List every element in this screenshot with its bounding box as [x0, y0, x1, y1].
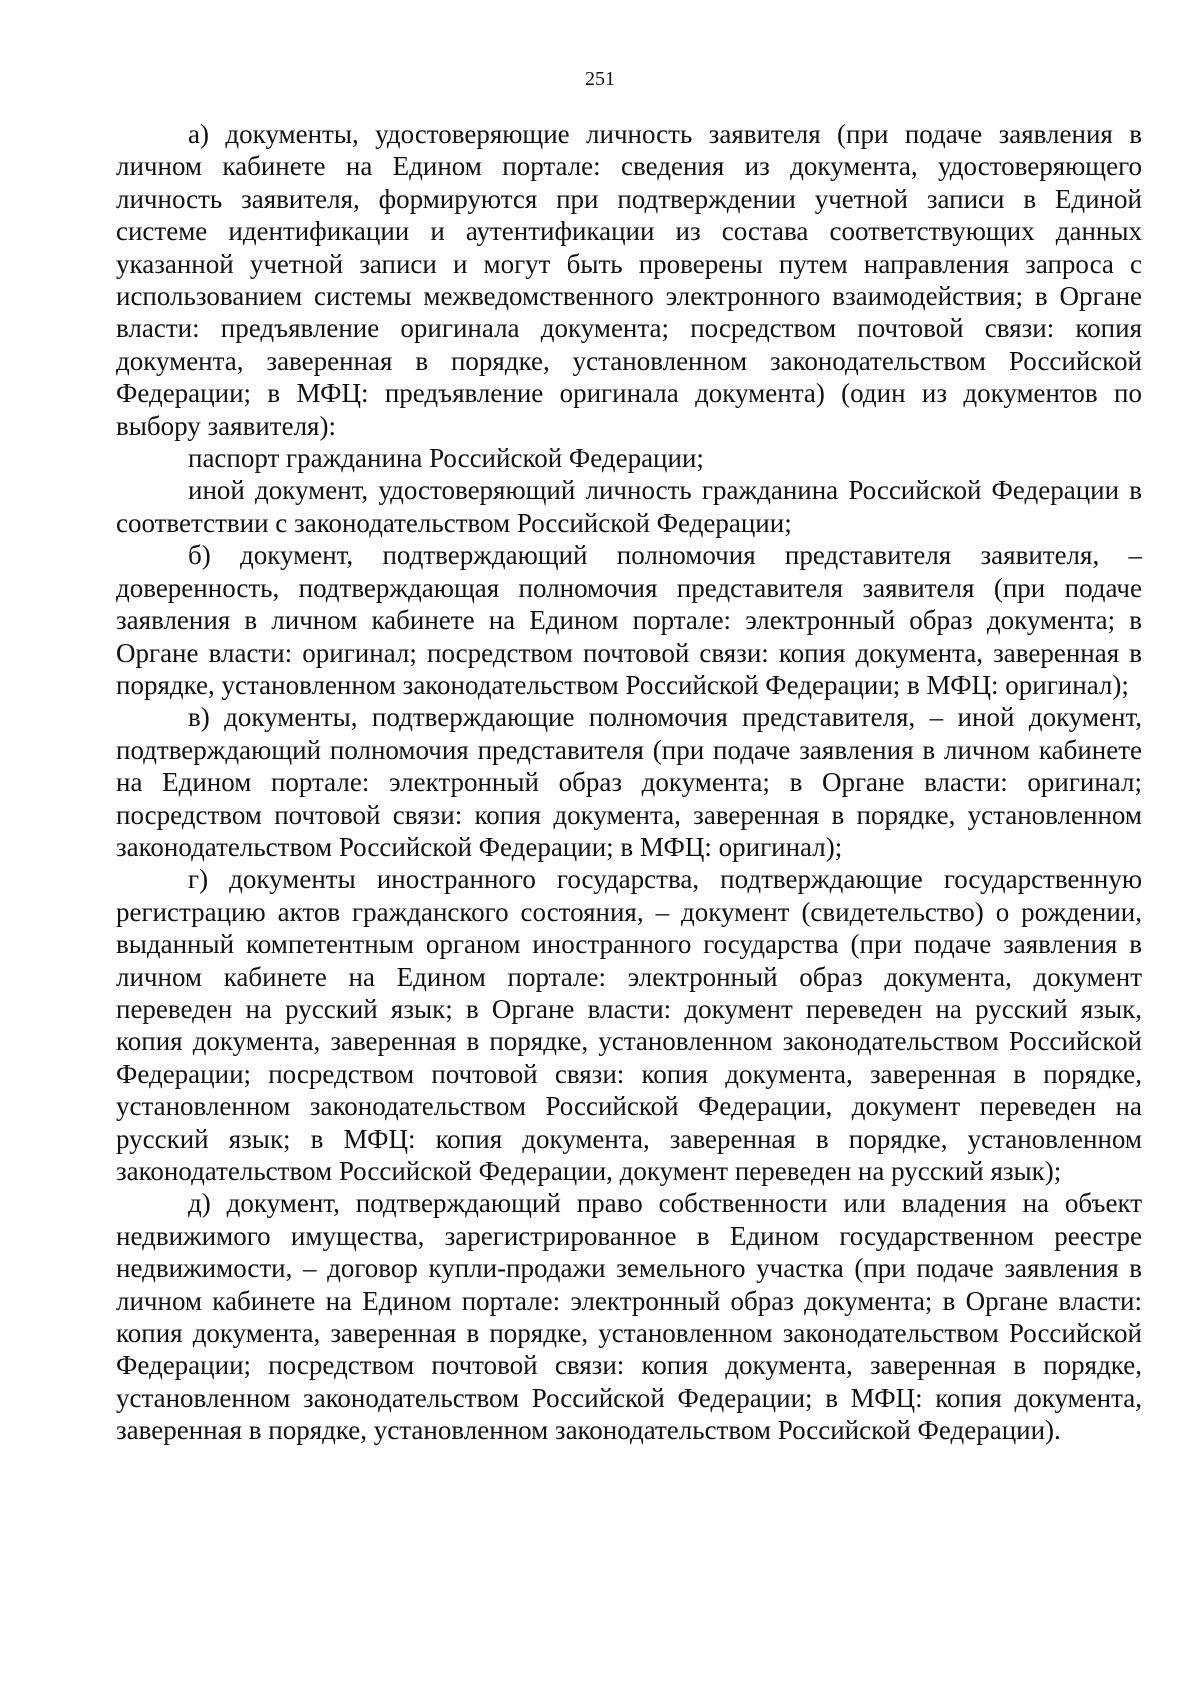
document-body: [116, 118, 1142, 1447]
paragraph-d-foreign-documents: г) документы иностранного государства, подтверждающие государственную регистрацию актов гражданского состояния, – документ (свидетельство) о рождении, выданный компетентным органом иностранного государства (при подаче заявления в личном кабинете на Едином портале: электронный образ документа, документ переведен на русский язык; в Органе власти: документ переведен на русский язык, копия документа, заверенная в порядке, установленном законодательством Российской Федерации; посредством почтовой связи: копия документа, заверенная в порядке, установленном законодательством Российской Федерации, документ переведен на русский язык; в МФЦ: копия документа, заверенная в порядке, установленном законодательством Российской Федерации, документ переведен на русский язык);: [116, 864, 1142, 1186]
paragraph-passport: паспорт гражданина Российской Федерации;: [188, 443, 704, 474]
page-number: 251: [585, 68, 615, 90]
paragraph-e-property-rights: д) документ, подтверждающий право собственности или владения на объект недвижимого имущества, зарегистрированное в Едином государственном реестре недвижимости, – договор купли-продажи земельного участка (при подаче заявления в личном кабинете на Едином портале: электронный образ документа; в Органе власти: копия документа, заверенная в порядке, установленном законодательством Российской Федерации; посредством почтовой связи: копия документа, заверенная в порядке, установленном законодательством Российской Федерации; в МФЦ: копия документа, заверенная в порядке, установленном законодательством Российской Федерации).: [116, 1188, 1142, 1446]
paragraph-b-power-of-attorney: б) документ, подтверждающий полномочия представителя заявителя, – доверенность, подтверждающая полномочия представителя заявителя (при подаче заявления в личном кабинете на Едином портале: электронный образ документа; в Органе власти: оригинал; посредством почтовой связи: копия документа, заверенная в порядке, установленном законодательством Российской Федерации; в МФЦ: оригинал);: [116, 540, 1142, 700]
paragraph-other-identity-document: иной документ, удостоверяющий личность гражданина Российской Федерации в соответствии с законодательством Российской Федерации;: [116, 475, 1142, 538]
paragraph-c-representative-authority: в) документы, подтверждающие полномочия представителя, – иной документ, подтверждающий полномочия представителя (при подаче заявления в личном кабинете на Едином портале: электронный образ документа; в Органе власти: оригинал; посредством почтовой связи: копия документа, заверенная в порядке, установленном законодательством Российской Федерации; в МФЦ: оригинал);: [116, 702, 1142, 862]
paragraph-a-documents-identity: а) документы, удостоверяющие личность заявителя (при подаче заявления в личном кабинете на Едином портале: сведения из документа, удостоверяющего личность заявителя, формируются при подтверждении учетной записи в Единой системе идентификации и аутентификации из состава соответствующих данных указанной учетной записи и могут быть проверены путем направления запроса с использованием системы межведомственного электронного взаимодействия; в Органе власти: предъявление оригинала документа; посредством почтовой связи: копия документа, заверенная в порядке, установленном законодательством Российской Федерации; в МФЦ: предъявление оригинала документа) (один из документов по выбору заявителя):: [116, 119, 1142, 441]
